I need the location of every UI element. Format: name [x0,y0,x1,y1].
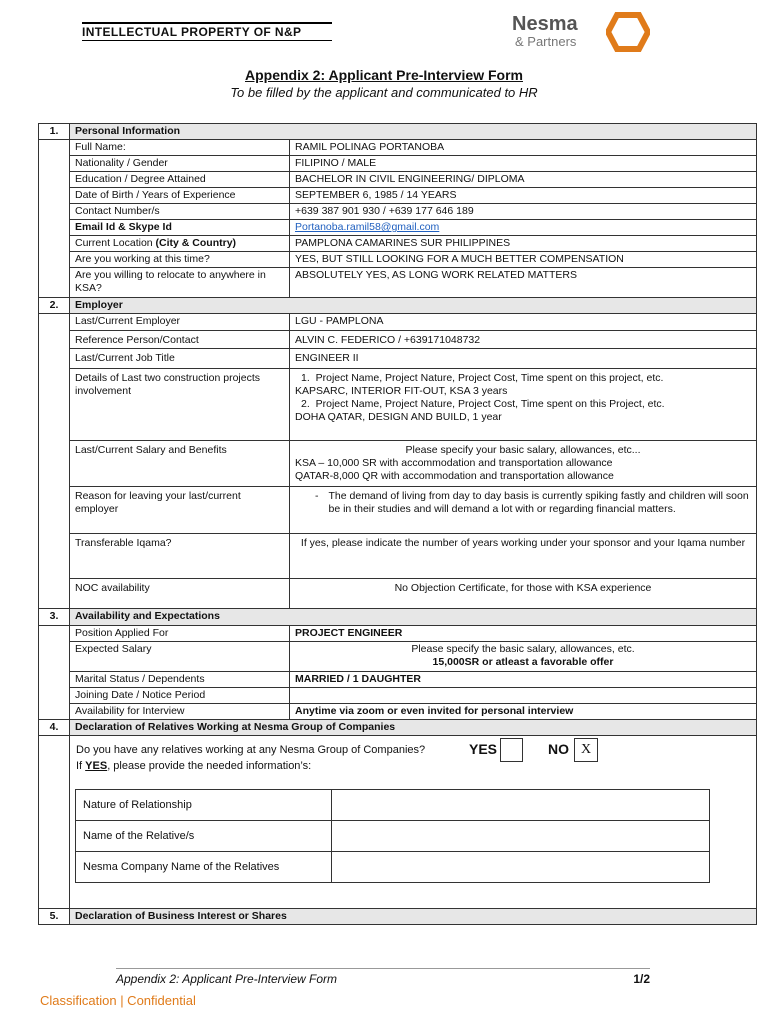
relatives-row: Nature of Relationship [76,790,710,821]
yes-label: YES [469,741,498,757]
row-contact: Contact Number/s +639 387 901 930 / +639 177 646 189 [39,204,757,220]
row-working: Are you working at this time? YES, BUT STILL LOOKING FOR A MUCH BETTER COMPENSATION [39,252,757,268]
no-checkbox[interactable]: X [574,738,598,762]
projects-value[interactable]: 1. Project Name, Project Nature, Project Cost, Time spent on this project, etc. KAPSARC, INTERIOR FIT-OUT, KSA 3 years 2. Project Name, Project Nature, Project Cost, Time spent on this Project, etc. DOHA QATAR, DESIGN AND BUILD, 1 year [290,369,757,441]
employer-value[interactable]: LGU - PAMPLONA [290,314,757,331]
relatives-instruction: If YES, please provide the needed information’s: [76,760,312,772]
ip-header [82,22,332,41]
email-link[interactable]: Portanoba.ramil58@gmail.com [295,221,440,233]
form-subtitle: To be filled by the applicant and communicated to HR [230,85,538,100]
relative-company-value[interactable] [332,852,710,883]
section-availability: 3. Availability and Expectations [39,609,757,626]
row-marital: Marital Status / Dependents MARRIED / 1 DAUGHTER [39,672,757,688]
reference-value[interactable]: ALVIN C. FEDERICO / +639171048732 [290,331,757,349]
iqama-value[interactable]: If yes, please indicate the number of years working under your sponsor and your Iqama number [290,534,757,579]
relatives-question: Do you have any relatives working at any Nesma Group of Companies? [76,744,426,756]
relatives-row: Nesma Company Name of the Relatives [76,852,710,883]
dob-value[interactable]: SEPTEMBER 6, 1985 / 14 YEARS [290,188,757,204]
row-noc: NOC availability No Objection Certificate, for those with KSA experience [39,579,757,609]
yes-checkbox[interactable] [500,738,523,762]
row-projects: Details of Last two construction projects involvement 1. Project Name, Project Nature, Project Cost, Time spent on this project, etc. KAPSARC, INTERIOR FIT-OUT, KSA 3 years 2. Project Name, Project Nature, Project Cost, Time spent on this Project, etc. DOHA QATAR, DESIGN AND BUILD, 1 year [39,369,757,441]
expected-salary-value[interactable]: Please specify the basic salary, allowances, etc. 15,000SR or atleast a favorable offer [290,642,757,672]
marital-value[interactable]: MARRIED / 1 DAUGHTER [290,672,757,688]
section-relatives: 4. Declaration of Relatives Working at Nesma Group of Companies [39,720,757,736]
row-iqama: Transferable Iqama? If yes, please indicate the number of years working under your sponsor and your Iqama number [39,534,757,579]
contact-value[interactable]: +639 387 901 930 / +639 177 646 189 [290,204,757,220]
row-position: Position Applied For PROJECT ENGINEER [39,626,757,642]
row-location: Current Location (City & Country) PAMPLONA CAMARINES SUR PHILIPPINES [39,236,757,252]
row-email: Email Id & Skype Id Portanoba.ramil58@gmail.com [39,220,757,236]
footer-text: Appendix 2: Applicant Pre-Interview Form [116,972,337,986]
joining-value[interactable] [290,688,757,704]
reason-value[interactable]: - The demand of living from day to day basis is currently spiking fastly and children will soon be in their studies and will demand a lot with or regarding financial matters. [290,487,757,534]
logo-name: Nesma [512,13,578,35]
row-dob: Date of Birth / Years of Experience SEPTEMBER 6, 1985 / 14 YEARS [39,188,757,204]
section-business: 5. Declaration of Business Interest or Shares [39,909,757,925]
row-joining: Joining Date / Notice Period [39,688,757,704]
relatives-row: Name of the Relative/s [76,821,710,852]
row-nationality: Nationality / Gender FILIPINO / MALE [39,156,757,172]
row-education: Education / Degree Attained BACHELOR IN CIVIL ENGINEERING/ DIPLOMA [39,172,757,188]
section-employer: 2. Employer [39,298,757,314]
working-value[interactable]: YES, BUT STILL LOOKING FOR A MUCH BETTER COMPENSATION [290,252,757,268]
row-full-name: Full Name: RAMIL POLINAG PORTANOBA [39,140,757,156]
row-job-title: Last/Current Job Title ENGINEER II [39,349,757,369]
full-name-value[interactable]: RAMIL POLINAG PORTANOBA [290,140,757,156]
interview-value[interactable]: Anytime via zoom or even invited for personal interview [290,704,757,720]
row-reason: Reason for leaving your last/current employer - The demand of living from day to day basis is currently spiking fastly and children will soon be in their studies and will demand a lot with or regarding financial matters. [39,487,757,534]
location-value[interactable]: PAMPLONA CAMARINES SUR PHILIPPINES [290,236,757,252]
noc-value[interactable]: No Objection Certificate, for those with KSA experience [290,579,757,609]
relocate-value[interactable]: ABSOLUTELY YES, AS LONG WORK RELATED MATTERS [290,268,757,298]
form-title: Appendix 2: Applicant Pre-Interview Form [245,67,523,83]
education-value[interactable]: BACHELOR IN CIVIL ENGINEERING/ DIPLOMA [290,172,757,188]
nationality-value[interactable]: FILIPINO / MALE [290,156,757,172]
relatives-table [75,789,710,883]
job-title-value[interactable]: ENGINEER II [290,349,757,369]
company-logo [512,13,662,53]
row-interview: Availability for Interview Anytime via zoom or even invited for personal interview [39,704,757,720]
no-label: NO [548,741,569,757]
page-footer [116,968,650,986]
row-salary: Last/Current Salary and Benefits Please specify your basic salary, allowances, etc... KSA – 10,000 SR with accommodation and transportation allowance QATAR-8,000 QR with accommodation and transportation allowance [39,441,757,487]
classification-label: Classification | Confidential [40,993,196,1008]
hexagon-icon [606,12,650,52]
relationship-value[interactable] [332,790,710,821]
logo-sub: & Partners [515,34,577,49]
position-value[interactable]: PROJECT ENGINEER [290,626,757,642]
row-employer: Last/Current Employer LGU - PAMPLONA [39,314,757,331]
page-number: 1/2 [633,972,650,986]
row-expected-salary: Expected Salary Please specify the basic salary, allowances, etc. 15,000SR or atleast a favorable offer [39,642,757,672]
salary-value[interactable]: Please specify your basic salary, allowances, etc... KSA – 10,000 SR with accommodation and transportation allowance QATAR-8,000 QR with accommodation and transportation allowance [290,441,757,487]
relative-name-value[interactable] [332,821,710,852]
row-reference: Reference Person/Contact ALVIN C. FEDERICO / +639171048732 [39,331,757,349]
ip-header-text: INTELLECTUAL PROPERTY OF N&P [82,25,332,41]
section-personal: 1. Personal Information [39,124,757,140]
row-relocate: Are you willing to relocate to anywhere in KSA? ABSOLUTELY YES, AS LONG WORK RELATED MATTERS [39,268,757,298]
